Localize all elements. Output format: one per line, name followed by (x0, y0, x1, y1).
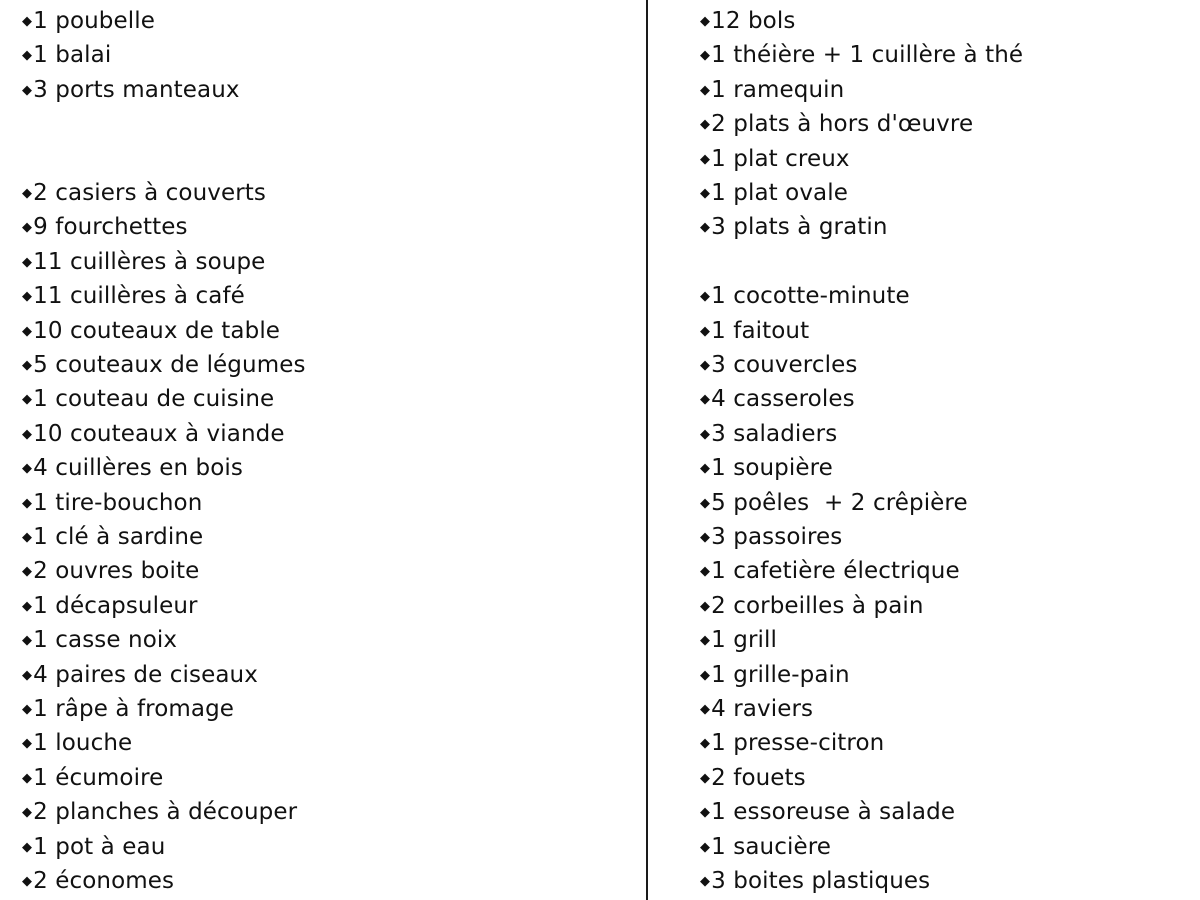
list-item (700, 866, 930, 896)
list-item (22, 832, 165, 862)
bullet-icon: ◆ (22, 186, 33, 201)
item-label: 1 essoreuse à salade (711, 799, 956, 826)
bullet-icon: ◆ (22, 358, 33, 373)
item-label: 1 ramequin (711, 76, 845, 103)
bullet-icon: ◆ (22, 14, 33, 29)
list-item (700, 488, 968, 518)
item-label: 3 boites plastiques (711, 868, 931, 894)
list-item (700, 6, 795, 36)
item-label: 1 louche (33, 730, 133, 757)
list-item (22, 75, 240, 105)
bullet-icon: ◆ (700, 564, 711, 580)
bullet-icon: ◆ (22, 220, 33, 236)
item-label: 3 plats à gratin (711, 214, 888, 241)
list-item (22, 728, 132, 758)
bullet-icon: ◆ (22, 598, 33, 614)
list-item (22, 247, 265, 277)
bullet-icon: ◆ (22, 48, 33, 64)
list-item (700, 797, 955, 827)
bullet-icon: ◆ (700, 48, 711, 64)
bullet-icon: ◆ (700, 495, 711, 511)
bullet-icon: ◆ (700, 392, 711, 408)
bullet-icon: ◆ (22, 530, 33, 545)
item-label: 3 couvercles (711, 352, 858, 378)
bullet-icon: ◆ (700, 82, 711, 98)
bullet-icon: ◆ (700, 633, 711, 649)
list-item (700, 212, 888, 242)
list-item (22, 763, 163, 793)
item-label: 1 soupière (711, 455, 833, 482)
list-item (700, 591, 924, 621)
item-label: 4 casseroles (711, 386, 855, 413)
bullet-icon: ◆ (22, 461, 33, 477)
item-label: 1 écumoire (33, 764, 164, 791)
list-item (22, 488, 202, 518)
item-label: 2 plats à hors d'œuvre (711, 111, 974, 138)
bullet-icon: ◆ (700, 736, 711, 752)
column-divider (646, 0, 648, 900)
list-item (700, 453, 833, 483)
bullet-icon: ◆ (700, 874, 711, 889)
list-item (700, 694, 813, 724)
item-label: 3 saladiers (711, 420, 838, 447)
list-item (700, 556, 960, 586)
bullet-icon: ◆ (22, 392, 33, 408)
item-label: 1 plat ovale (711, 180, 848, 206)
item-label: 1 grill (711, 627, 777, 654)
item-label: 1 cafetière électrique (711, 558, 960, 585)
list-item (700, 40, 1023, 70)
item-label: 1 théière + 1 cuillère à thé (711, 42, 1024, 69)
list-item (22, 556, 199, 586)
item-label: 10 couteaux à viande (33, 420, 285, 447)
bullet-icon: ◆ (700, 839, 711, 855)
list-item (22, 591, 198, 621)
bullet-icon: ◆ (700, 117, 711, 133)
list-item (700, 625, 777, 655)
item-label: 2 casiers à couverts (33, 180, 266, 206)
item-label: 5 poêles + 2 crêpière (711, 489, 968, 516)
bullet-icon: ◆ (700, 358, 711, 373)
item-label: 4 paires de ciseaux (33, 661, 258, 688)
list-item (22, 694, 234, 724)
item-label: 10 couteaux de table (33, 317, 281, 344)
bullet-icon: ◆ (22, 289, 33, 305)
item-label: 5 couteaux de légumes (33, 352, 306, 378)
bullet-icon: ◆ (700, 289, 711, 305)
bullet-icon: ◆ (700, 770, 711, 786)
list-item (22, 212, 188, 242)
bullet-icon: ◆ (22, 839, 33, 855)
list-item (22, 6, 155, 36)
list-item (700, 350, 857, 380)
item-label: 4 cuillères en bois (33, 455, 243, 482)
list-item (700, 144, 850, 174)
list-item (700, 660, 850, 690)
item-label: 11 cuillères à soupe (33, 248, 266, 275)
list-item (700, 316, 809, 346)
bullet-icon: ◆ (700, 702, 711, 717)
bullet-icon: ◆ (700, 667, 711, 683)
item-label: 1 balai (33, 42, 112, 69)
item-label: 12 bols (711, 8, 796, 34)
bullet-icon: ◆ (22, 82, 33, 98)
list-item (22, 625, 177, 655)
bullet-icon: ◆ (22, 702, 33, 717)
bullet-icon: ◆ (22, 633, 33, 649)
list-item (22, 522, 203, 552)
item-label: 3 passoires (711, 524, 843, 550)
list-item (700, 281, 910, 311)
bullet-icon: ◆ (700, 805, 711, 821)
bullet-icon: ◆ (22, 323, 33, 339)
bullet-icon: ◆ (700, 598, 711, 614)
bullet-icon: ◆ (22, 564, 33, 580)
list-item (22, 660, 258, 690)
list-item (700, 522, 842, 552)
item-label: 1 couteau de cuisine (33, 386, 275, 413)
list-item (22, 40, 111, 70)
item-label: 4 raviers (711, 696, 814, 722)
bullet-icon: ◆ (700, 186, 711, 201)
bullet-icon: ◆ (22, 874, 33, 889)
list-item (22, 419, 285, 449)
bullet-icon: ◆ (700, 426, 711, 442)
bullet-icon: ◆ (22, 770, 33, 786)
list-item (700, 109, 973, 139)
item-label: 1 pot à eau (33, 833, 166, 860)
item-label: 1 presse-citron (711, 730, 885, 757)
item-label: 2 corbeilles à pain (711, 592, 924, 619)
bullet-icon: ◆ (700, 151, 711, 167)
item-label: 2 fouets (711, 764, 806, 791)
item-label: 3 ports manteaux (33, 76, 240, 103)
item-label: 9 fourchettes (33, 214, 188, 241)
list-item (700, 832, 831, 862)
item-label: 1 cocotte-minute (711, 283, 910, 310)
list-item (22, 797, 297, 827)
list-item (22, 178, 266, 208)
bullet-icon: ◆ (700, 461, 711, 477)
list-item (700, 763, 806, 793)
list-item (700, 75, 844, 105)
list-item (22, 866, 174, 896)
list-item (22, 384, 274, 414)
item-label: 1 grille-pain (711, 661, 850, 688)
item-label: 1 poubelle (33, 8, 155, 34)
bullet-icon: ◆ (700, 530, 711, 545)
bullet-icon: ◆ (700, 323, 711, 339)
bullet-icon: ◆ (22, 667, 33, 683)
list-item (22, 316, 280, 346)
bullet-icon: ◆ (22, 426, 33, 442)
bullet-icon: ◆ (22, 495, 33, 511)
item-label: 1 faitout (711, 317, 810, 344)
list-item (22, 281, 245, 311)
list-item (700, 419, 837, 449)
list-item (22, 453, 243, 483)
item-label: 1 décapsuleur (33, 592, 198, 619)
list-item (700, 178, 848, 208)
bullet-icon: ◆ (22, 736, 33, 752)
item-label: 1 râpe à fromage (33, 696, 235, 722)
list-item (700, 384, 855, 414)
item-label: 2 ouvres boite (33, 558, 200, 585)
list-item (700, 728, 884, 758)
item-label: 1 saucière (711, 833, 831, 860)
bullet-icon: ◆ (700, 220, 711, 236)
item-label: 1 tire-bouchon (33, 489, 203, 516)
item-label: 11 cuillères à café (33, 283, 245, 310)
item-label: 2 économes (33, 868, 175, 894)
list-item (22, 350, 306, 380)
item-label: 1 plat creux (711, 145, 850, 172)
item-label: 1 clé à sardine (33, 524, 204, 550)
item-label: 2 planches à découper (33, 799, 298, 826)
bullet-icon: ◆ (22, 254, 33, 270)
bullet-icon: ◆ (22, 805, 33, 821)
item-label: 1 casse noix (33, 627, 178, 654)
bullet-icon: ◆ (700, 14, 711, 29)
